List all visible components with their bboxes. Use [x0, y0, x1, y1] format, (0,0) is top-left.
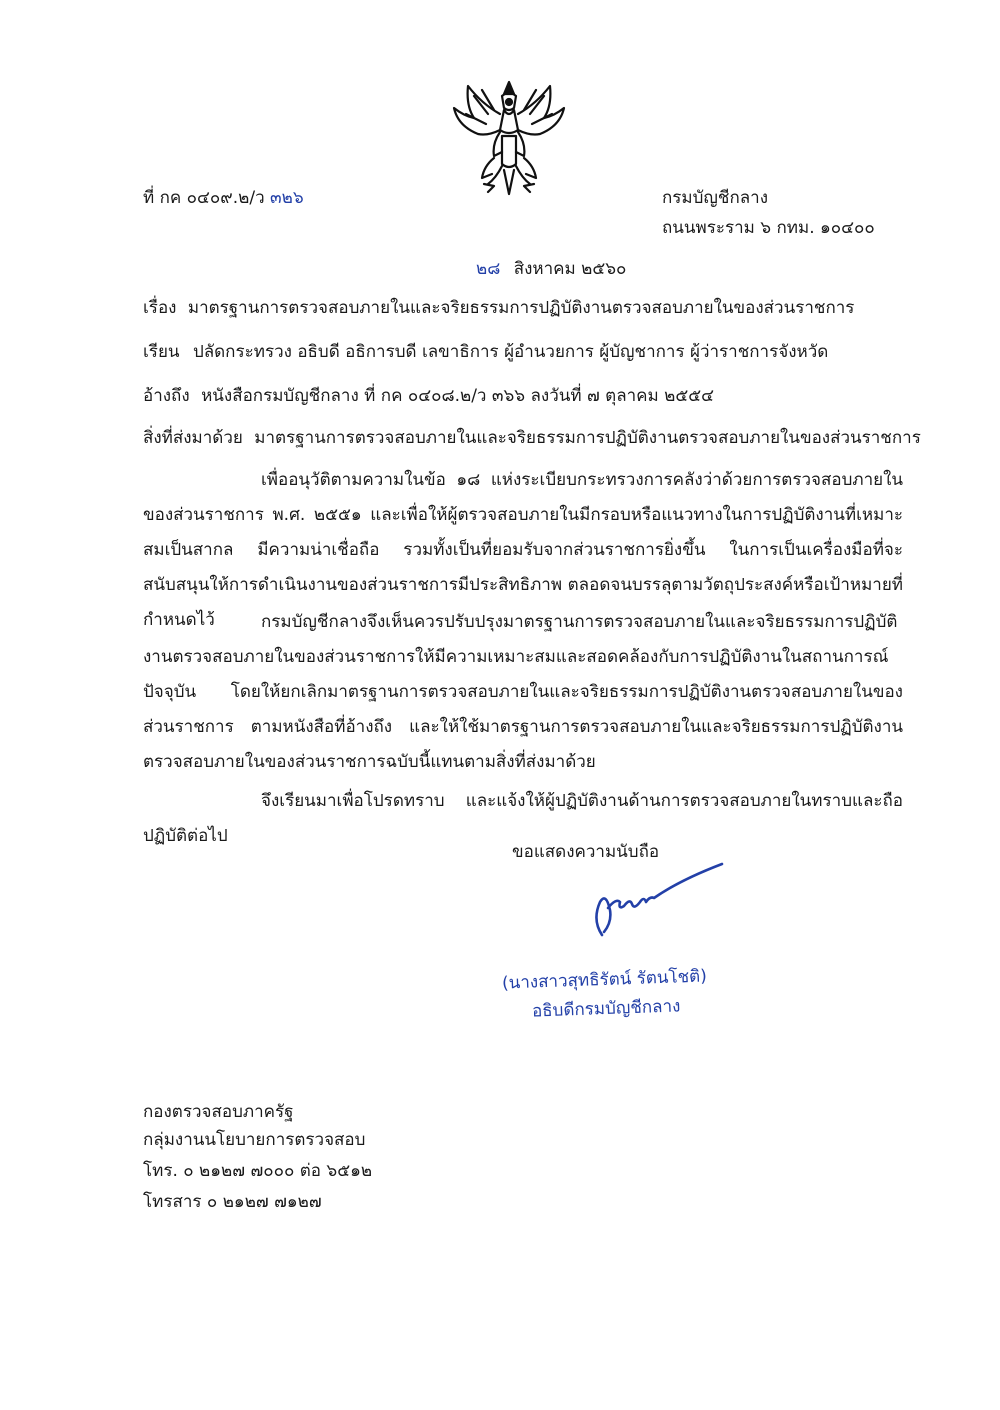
reference-number: [143, 186, 304, 210]
footer-fax: โทรสาร ๐ ๒๑๒๗ ๗๑๒๗: [143, 1192, 322, 1212]
reference-handwritten-number: ๓๒๖: [270, 188, 304, 208]
reference-line: [143, 384, 714, 408]
reference-text: หนังสือกรมบัญชีกลาง ที่ กค ๐๔๐๘.๒/ว ๓๖๖ ลงวันที่ ๗ ตุลาคม ๒๕๕๔: [201, 386, 714, 406]
footer-phone: โทร. ๐ ๒๑๒๗ ๗๐๐๐ ต่อ ๖๕๑๒: [143, 1161, 373, 1181]
paragraph-2-text: กรมบัญชีกลางจึงเห็นควรปรับปรุงมาตรฐานการตรวจสอบภายในและจริยธรรมการปฏิบัติงานตรวจสอบภายในของส่วนราชการให้มีความเหมาะสมและสอดคล้องกับการปฏิบัติงานในสถานการณ์ปัจจุบัน โดยให้ยกเลิกมาตรฐานการตรวจสอบภายในและจริยธรรมการปฏิบัติงานตรวจสอบภายในของส่วนราชการ ตามหนังสือที่อ้างถึง และให้ใช้มาตรฐานการตรวจสอบภายในและจริยธรรมการปฏิบัติงานตรวจสอบภายในของส่วนราชการฉบับนี้แทนตามสิ่งที่ส่งมาด้วย: [143, 612, 903, 772]
agency-name: กรมบัญชีกลาง: [662, 188, 769, 208]
addressee-label: เรียน: [143, 342, 180, 362]
subject-label: เรื่อง: [143, 298, 177, 318]
paragraph-1-text: เพื่ออนุวัติตามความในข้อ ๑๘ แห่งระเบียบกระทรวงการคลังว่าด้วยการตรวจสอบภายในของส่วนราชการ พ.ศ. ๒๕๕๑ และเพื่อให้ผู้ตรวจสอบภายในมีกรอบหรือแนวทางในการปฏิบัติงานที่เหมาะสมเป็นสากล มีความน่าเชื่อถือ รวมทั้งเป็นที่ยอมรับจากส่วนราชการยิ่งขึ้น ในการเป็นเครื่องมือที่จะสนับสนุนให้การดำเนินงานของส่วนราชการมีประสิทธิภาพ ตลอดจนบรรลุตามวัตถุประสงค์หรือเป้าหมายที่กำหนดไว้: [143, 470, 903, 630]
footer-group: กลุ่มงานนโยบายการตรวจสอบ: [143, 1130, 366, 1150]
enclosure-text: มาตรฐานการตรวจสอบภายในและจริยธรรมการปฏิบัติงานตรวจสอบภายในของส่วนราชการ: [254, 428, 921, 448]
garuda-emblem-icon: [444, 74, 574, 204]
enclosure-label: สิ่งที่ส่งมาด้วย: [143, 428, 243, 448]
closing-salutation: ขอแสดงความนับถือ: [512, 842, 660, 862]
footer-division: กองตรวจสอบภาครัฐ: [143, 1102, 294, 1122]
date-day: ๒๘: [476, 259, 501, 279]
reference-label: อ้างถึง: [143, 386, 190, 406]
subject-line: [143, 296, 854, 320]
subject-text: มาตรฐานการตรวจสอบภายในและจริยธรรมการปฏิบัติงานตรวจสอบภายในของส่วนราชการ: [187, 298, 855, 318]
enclosure-line: [143, 426, 921, 450]
agency-address: ถนนพระราม ๖ กทม. ๑๐๔๐๐: [662, 218, 875, 238]
date-month-year: สิงหาคม ๒๕๖๐: [513, 259, 627, 279]
paragraph-3-text: จึงเรียนมาเพื่อโปรดทราบ และแจ้งให้ผู้ปฏิบัติงานด้านการตรวจสอบภายในทราบและถือปฏิบัติต่อไป: [143, 791, 903, 846]
signer-title: อธิบดีกรมบัญชีกลาง: [531, 996, 681, 1022]
addressee-line: [143, 340, 828, 364]
body-paragraph-2: [143, 605, 903, 780]
letter-date: [476, 257, 626, 281]
signer-name: (นางสาวสุทธิรัตน์ รัตนโชติ): [501, 966, 708, 994]
addressee-text: ปลัดกระทรวง อธิบดี อธิการบดี เลขาธิการ ผู้อำนวยการ ผู้บัญชาการ ผู้ว่าราชการจังหวัด: [192, 342, 829, 362]
signature-icon: [590, 850, 730, 945]
reference-prefix: ที่ กค ๐๔๐๙.๒/ว: [143, 188, 265, 208]
